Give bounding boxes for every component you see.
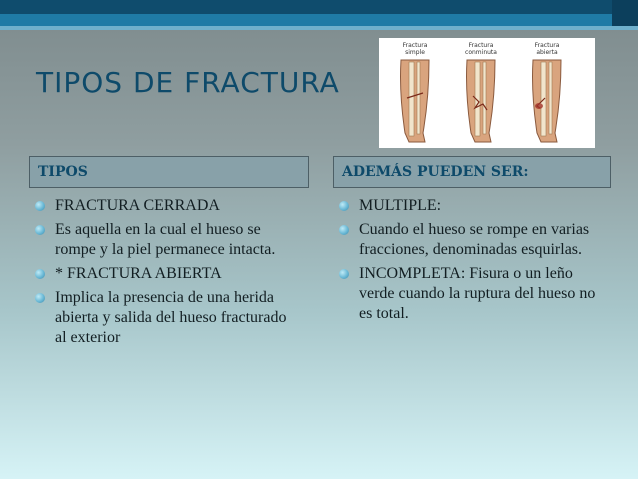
caption-open: Fractura abierta <box>534 42 560 56</box>
list-item: Cuando el hueso se rompe en varias fracciones, denominadas esquirlas. <box>334 220 604 260</box>
list-item: Implica la presencia de una herida abierta y salida del hueso fracturado al exterior <box>30 288 300 348</box>
list-item: MULTIPLE: <box>334 196 604 216</box>
right-column-heading: ADEMÁS PUEDEN SER: <box>333 156 611 188</box>
left-bullet-list <box>30 196 300 352</box>
leg-open-fracture <box>533 60 562 142</box>
list-item: Es aquella en la cual el hueso se rompe y la piel permanece intacta. <box>30 220 300 260</box>
slide-title: TIPOS DE FRACTURA <box>36 66 340 99</box>
leg-comminuted-fracture <box>467 60 496 142</box>
bullet-icon <box>35 269 45 279</box>
list-item: FRACTURA CERRADA <box>30 196 300 216</box>
right-bullet-list <box>334 196 604 328</box>
list-item: INCOMPLETA: Fisura o un leño verde cuando la ruptura del hueso no es total. <box>334 264 604 324</box>
bullet-icon <box>339 201 349 211</box>
bullet-icon <box>35 293 45 303</box>
bullet-icon <box>35 201 45 211</box>
top-decorative-bar <box>0 0 638 30</box>
left-column-heading: TIPOS <box>29 156 309 188</box>
bullet-icon <box>339 225 349 235</box>
list-item: * FRACTURA ABIERTA <box>30 264 300 284</box>
caption-comminuted: Fractura conminuta <box>465 42 497 56</box>
bullet-icon <box>339 269 349 279</box>
caption-simple: Fractura simple <box>402 42 428 56</box>
bullet-icon <box>35 225 45 235</box>
fracture-types-illustration <box>379 38 595 148</box>
leg-simple-fracture <box>401 60 430 142</box>
